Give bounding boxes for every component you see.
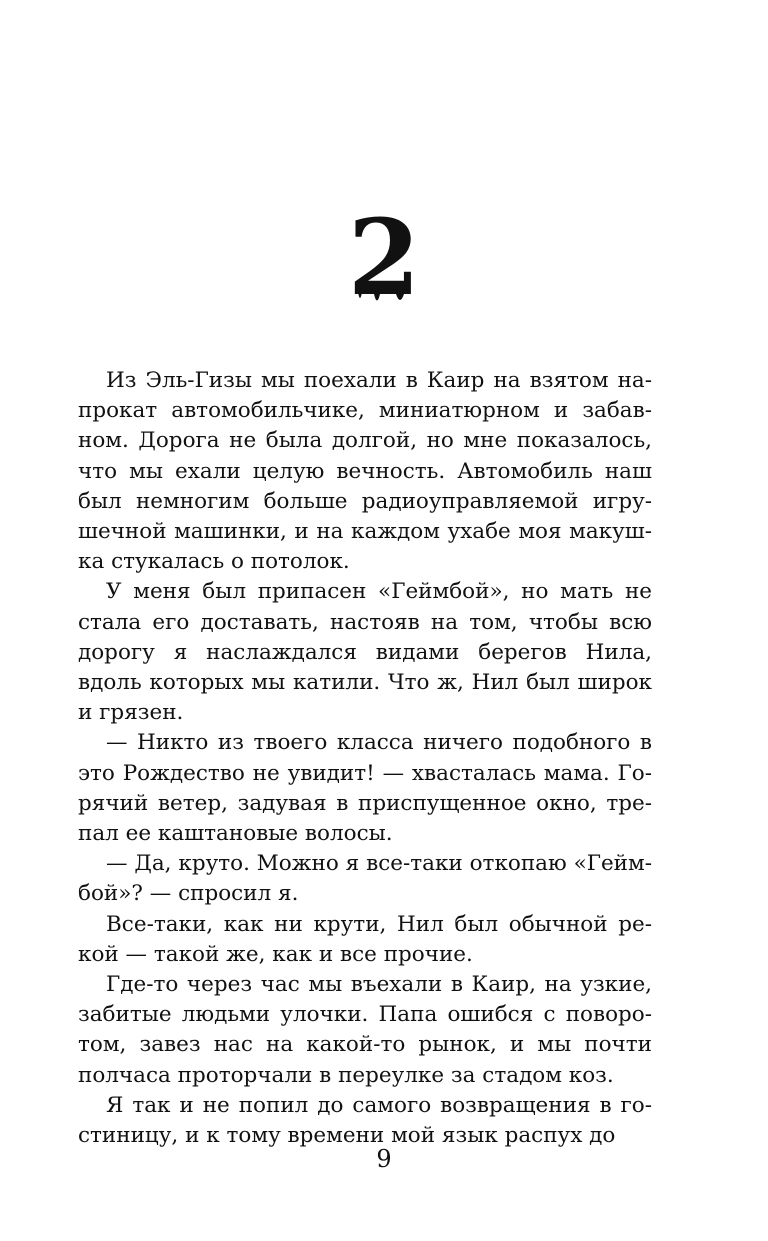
paragraph: — Да, круто. Можно я все-таки откопаю «Геймбой»? — спросил я.	[78, 851, 652, 907]
paragraph: Из Эль-Гизы мы поехали в Каир на взятом напрокат автомобильчике, миниатюрном и забавном. Дорога не была долгой, но мне показалось, что мы ехали целую вечность. Автомобиль наш был немногим больше радиоуправляемой игрушечной машинки, и на каждом ухабе моя макушка стукалась о потолок.	[78, 368, 652, 575]
chapter-number	[0, 208, 768, 312]
chapter-number-graphic	[344, 208, 424, 308]
paragraph: — Никто из твоего класса ничего подобного в это Рождество не увидит! — хвасталась мама. Горячий ветер, задувая в приспущенное окно, трепал ее каштановые волосы.	[78, 730, 652, 847]
chapter-number-text: 2	[347, 208, 421, 308]
body-text	[78, 366, 652, 1151]
paragraph: Я так и не попил до самого возвращения в гостиницу, и к тому времени мой язык распух до	[78, 1092, 652, 1149]
paragraph: У меня был припасен «Геймбой», но мать не стала его доставать, настояв на том, чтобы всю дорогу я наслаждался видами берегов Нила, вдоль которых мы катили. Что ж, Нил был широк и грязен.	[78, 579, 652, 726]
page-number: 9	[376, 1145, 392, 1173]
paragraph: Где-то через час мы въехали в Каир, на узкие, забитые людьми улочки. Папа ошибся с поворотом, завез нас на какой-то рынок, и мы почти полчаса проторчали в переулке за стадом коз.	[78, 972, 652, 1088]
paragraph: Все-таки, как ни крути, Нил был обычной рекой — такой же, как и все прочие.	[78, 911, 652, 967]
